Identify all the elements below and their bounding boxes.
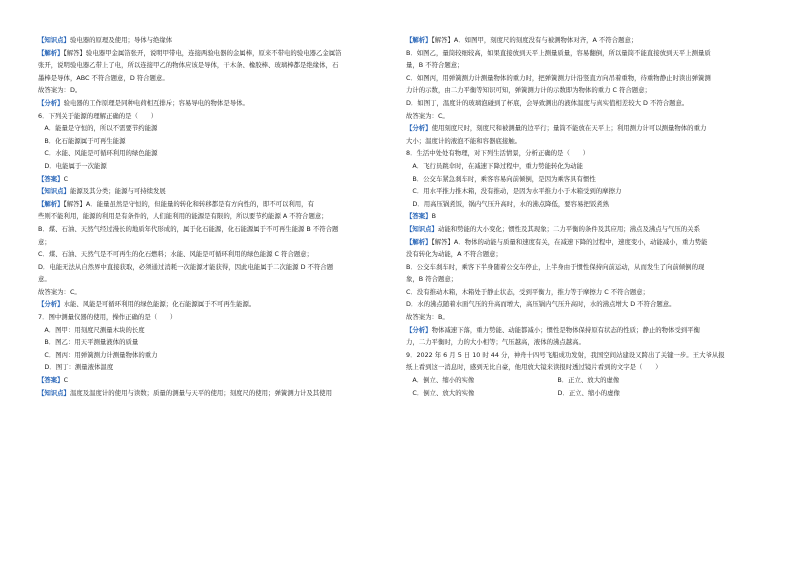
text-line bbox=[406, 34, 758, 47]
line-text: 7．图中测量仪器的使用，操作正确的是（ ） bbox=[38, 313, 177, 322]
section-tag: 【知识点】 bbox=[38, 36, 70, 44]
line-text: C．用水平推力推木箱，没有推动，是因为水平推力小于木箱受到的摩擦力 bbox=[406, 187, 622, 196]
line-text: 【解答】A．如图甲，刻度尺的刻度没有与被测物体对齐，A 不符合题意； bbox=[431, 36, 638, 44]
line-text: A．图甲：用刻度尺测量木块的长度 bbox=[38, 325, 145, 334]
text-line bbox=[406, 387, 758, 400]
text-line bbox=[38, 173, 390, 186]
text-line bbox=[406, 198, 758, 211]
section-tag: 【答案】 bbox=[38, 376, 64, 385]
line-text: 8．生活中处处有物理，对下列生活情景，分析正确的是（ ） bbox=[406, 149, 590, 158]
line-text: B．图乙：用天平测量液体的质量 bbox=[38, 338, 139, 347]
text-line bbox=[406, 72, 758, 85]
text-line bbox=[38, 160, 390, 173]
line-text: 量，B 不符合题意； bbox=[406, 61, 464, 70]
text-line bbox=[406, 361, 758, 374]
text-line bbox=[406, 298, 758, 311]
line-text: C．倒立、放大的实像 D．正立、缩小的虚像 bbox=[406, 388, 620, 397]
section-tag: 【分析】 bbox=[38, 98, 64, 107]
text-line bbox=[406, 248, 758, 261]
text-line bbox=[38, 374, 390, 387]
line-text: A．倒立、缩小的实像 B．正立、放大的虚像 bbox=[406, 376, 620, 385]
section-tag: 【解析】 bbox=[406, 237, 432, 246]
line-text: C．图丙：用弹簧测力计测量物体的重力 bbox=[38, 350, 158, 359]
text-line bbox=[38, 261, 390, 274]
line-text: D．电能属于一次能源 bbox=[38, 161, 107, 170]
text-line bbox=[38, 59, 390, 72]
text-line bbox=[38, 361, 390, 374]
text-line bbox=[38, 198, 390, 211]
section-tag: 【解析】 bbox=[406, 36, 432, 44]
line-text: B．化石能源属于可再生能源 bbox=[38, 136, 126, 145]
left-column bbox=[38, 34, 390, 399]
line-text: 动能和势能的大小变化；惯性及其现象；二力平衡的条件及其应用；沸点及沸点与气压的关系 bbox=[437, 224, 700, 233]
section-tag: 【知识点】 bbox=[38, 388, 70, 397]
line-text: 水能、风能是可循环利用的绿色能源；化石能源属于不可再生能源。 bbox=[63, 300, 256, 309]
section-tag: 【分析】 bbox=[38, 300, 64, 309]
line-text: 能源及其分类；能源与可持续发展 bbox=[69, 187, 166, 196]
text-line bbox=[38, 336, 390, 349]
line-text: D．如图丁，温度计的玻璃泡碰到了杯底，会导致测出的液体温度与真实值相差较大 D 不符合题意。 bbox=[406, 98, 689, 107]
section-tag: 【解析】 bbox=[38, 48, 64, 57]
text-line bbox=[406, 160, 758, 173]
text-line bbox=[38, 72, 390, 85]
section-tag: 【答案】 bbox=[38, 174, 64, 183]
text-line bbox=[38, 349, 390, 362]
text-line bbox=[38, 311, 390, 324]
line-text: 力计的示数，由二力平衡等知识可知，弹簧测力计的示数即为物体的重力 C 符合题意； bbox=[406, 86, 651, 95]
line-text: A．能量是守恒的，所以不需要节约能源 bbox=[38, 124, 158, 133]
line-text: 意； bbox=[38, 237, 51, 246]
line-text: 9．2022 年 6 月 5 日 10 时 44 分，神舟十四号飞船成功发射，我国空间站建设又跨出了关键一步。王大爷从报 bbox=[406, 350, 725, 359]
line-text: 故答案为：B。 bbox=[406, 313, 449, 322]
line-text: D．用高压锅煮饭，锅内气压升高时，水的沸点降低，要容易把饭煮熟 bbox=[406, 199, 610, 208]
text-line bbox=[38, 298, 390, 311]
text-line bbox=[38, 223, 390, 236]
line-text: B．煤、石油、天然气经过漫长的地质年代形成的，属于化石能源，化石能源属于不可再生能源 B 不符合题 bbox=[38, 224, 339, 233]
text-line bbox=[406, 311, 758, 324]
text-line bbox=[406, 84, 758, 97]
line-text: B bbox=[431, 212, 436, 221]
section-tag: 【答案】 bbox=[406, 212, 432, 221]
text-line bbox=[406, 336, 758, 349]
text-line bbox=[38, 135, 390, 148]
line-text: 物体减速下落，重力势能、动能都减小；惯性是物体保持原有状态的性质；静止的物体受到平衡 bbox=[431, 325, 700, 334]
line-text: 意。 bbox=[38, 275, 51, 284]
line-text: C bbox=[63, 174, 69, 183]
text-line bbox=[38, 324, 390, 337]
text-line bbox=[406, 47, 758, 60]
section-tag: 【分析】 bbox=[406, 325, 432, 334]
line-text: C．如图丙，用弹簧测力计测量物体的重力时，把弹簧测力计沿竖直方向吊着重物，待重物静止时读出弹簧测 bbox=[406, 73, 711, 82]
line-text: 墨棒是导体，ABC 不符合题意，D 符合题意。 bbox=[38, 73, 169, 82]
line-text: 故答案为：C。 bbox=[406, 111, 449, 120]
text-line bbox=[406, 185, 758, 198]
text-line bbox=[38, 286, 390, 299]
text-line bbox=[38, 210, 390, 223]
right-column bbox=[406, 34, 758, 399]
text-line bbox=[406, 273, 758, 286]
line-text: B．如图乙，量筒较细较高，如果直接放到天平上测量质量，容易翻倒，所以量筒不能直接放到天平上测量质 bbox=[406, 48, 711, 57]
text-line bbox=[406, 286, 758, 299]
line-text: D．图丁：测量液体温度 bbox=[38, 363, 114, 372]
text-line bbox=[38, 147, 390, 160]
line-text: 6．下列关于能源的理解正确的是（ ） bbox=[38, 111, 158, 120]
line-text: 故答案为：C。 bbox=[38, 287, 81, 296]
text-line bbox=[38, 185, 390, 198]
line-text: C．没有推动木箱，木箱处于静止状态，受到平衡力，推力等于摩擦力 C 不符合题意； bbox=[406, 287, 650, 296]
text-line bbox=[406, 97, 758, 110]
line-text: 大小；温度计的液泡不能和容器底接触。 bbox=[406, 136, 522, 145]
text-line bbox=[406, 349, 758, 362]
line-text: 些则不能利用，能源的利用是有条件的，人们能利用的能源是有限的，所以要节约能源 A 不符合题意； bbox=[38, 212, 328, 221]
text-line bbox=[406, 173, 758, 186]
text-line bbox=[38, 110, 390, 123]
section-tag: 【知识点】 bbox=[406, 224, 438, 233]
text-line bbox=[38, 236, 390, 249]
line-text: C．煤、石油、天然气是不可再生的化石燃料；水能、风能是可循环利用的绿色能源 C 符合题意； bbox=[38, 250, 314, 259]
section-tag: 【分析】 bbox=[406, 124, 432, 133]
line-text: 力，二力平衡时，力的大小相等；气压越高，液体的沸点越高。 bbox=[406, 338, 585, 347]
text-line bbox=[406, 110, 758, 123]
text-line bbox=[406, 122, 758, 135]
section-tag: 【解析】 bbox=[38, 199, 64, 208]
text-line bbox=[38, 84, 390, 97]
line-text: 纸上看到这一消息时，感到无比自豪，他用放大镜来读报时透过镜片看到的文字是（ ） bbox=[406, 363, 662, 372]
text-line bbox=[406, 135, 758, 148]
line-text: 【解答】A．物体的动能与质量和速度有关，在减速下降的过程中，速度变小，动能减小，重力势能 bbox=[431, 237, 708, 246]
line-text: 张开，说明验电器乙带上了电，所以连接甲乙的物体应该是导体，干木条、橡胶棒、玻璃棒都是绝缘体，石 bbox=[38, 61, 339, 70]
text-line bbox=[406, 223, 758, 236]
line-text: 温度及温度计的使用与读数；质量的测量与天平的使用；刻度尺的使用；弹簧测力计及其使用 bbox=[69, 388, 332, 397]
text-line bbox=[406, 59, 758, 72]
text-line bbox=[38, 122, 390, 135]
line-text: B．公交车紧急刹车时，乘客容易向前倾倒，是因为乘客具有惯性 bbox=[406, 174, 596, 183]
line-text: D．电能无法从自然界中直接获取，必须通过消耗一次能源才能获得，因此电能属于二次能源 D 不符合题 bbox=[38, 262, 334, 271]
line-text: 没有转化为动能，A 不符合题意； bbox=[406, 250, 502, 259]
line-text: 验电器的原理及使用；导体与绝缘体 bbox=[69, 36, 173, 44]
line-text: D．水的沸点随着水面气压的升高而增大，高压锅内气压升高时，水的沸点增大 D 不符合题意。 bbox=[406, 300, 676, 309]
line-text: 【解答】验电器甲金属箔张开，说明甲带电，连接两验电器的金属棒，原来不带电的验电器乙金属箔 bbox=[63, 48, 342, 57]
line-text: 故答案为：D。 bbox=[38, 86, 82, 95]
text-line bbox=[406, 324, 758, 337]
line-text: 验电器的工作原理是同种电荷相互排斥；容易导电的物体是导体。 bbox=[63, 98, 249, 107]
section-tag: 【知识点】 bbox=[38, 187, 70, 196]
text-line bbox=[406, 374, 758, 387]
line-text: A．飞行员跳伞时，在减速下降过程中，重力势能转化为动能 bbox=[406, 161, 583, 170]
text-line bbox=[38, 97, 390, 110]
text-line bbox=[406, 261, 758, 274]
line-text: C．水能、风能是可循环利用的绿色能源 bbox=[38, 149, 158, 158]
text-line bbox=[406, 236, 758, 249]
text-line bbox=[38, 248, 390, 261]
line-text: 【解答】A．能量虽然是守恒的，但能量的转化和转移都是有方向性的，即不可以利用，有 bbox=[63, 199, 314, 208]
line-text: B．公交车刹车时，乘客下半身随着公交车停止，上半身由于惯性保持向前运动，从而发生了向前倾倒的现 bbox=[406, 262, 705, 271]
text-line bbox=[406, 147, 758, 160]
text-line bbox=[38, 387, 390, 400]
text-line bbox=[38, 34, 390, 47]
text-line bbox=[406, 210, 758, 223]
text-line bbox=[38, 47, 390, 60]
line-text: 使用刻度尺时，刻度尺和被测量的边平行；量筒不能放在天平上；利用测力计可以测量物体的重力 bbox=[431, 124, 707, 133]
text-line bbox=[38, 273, 390, 286]
line-text: C bbox=[63, 376, 69, 385]
line-text: 象，B 符合题意； bbox=[406, 275, 458, 284]
